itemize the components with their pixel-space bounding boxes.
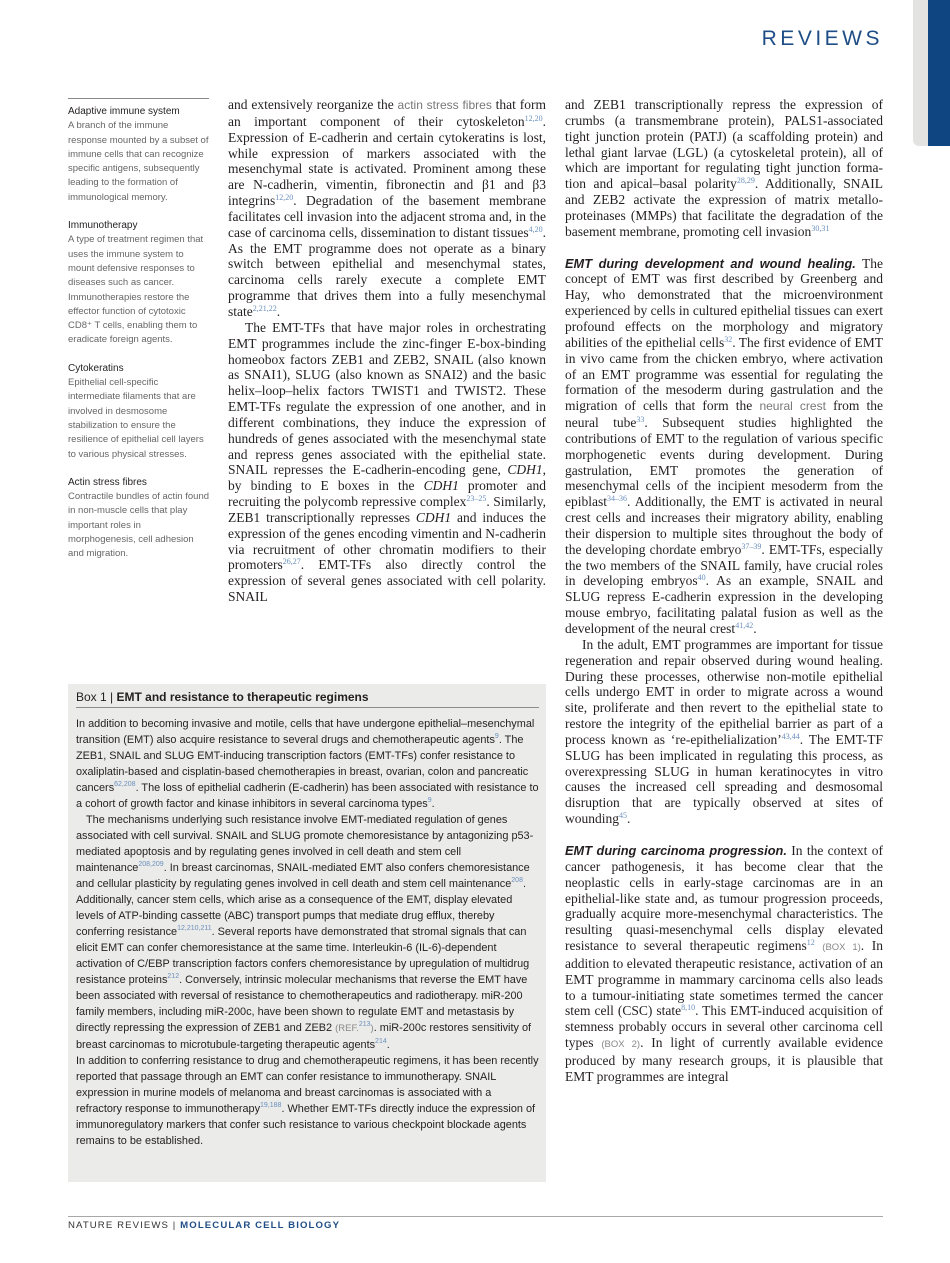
text-run: . Additionally, SNAIL and ZEB2 activate the expression of matrix metalloproteinases (MMPs) that facilitate the degradation of the basement membrane, promoting cell invasion (565, 176, 884, 239)
box-reference-link[interactable]: (REF. (335, 1023, 359, 1034)
citation-link[interactable]: 8,10 (681, 1003, 696, 1013)
glossary-term: Cytokeratins (68, 362, 124, 374)
text-run: . Subsequent studies highlighted the contributions of EMT to the regulation of various specific morphogenetic events during development. During gastrulation, EMT promotes the generation of mesenchymal cells of the incipient mesoderm from the epiblast (565, 415, 883, 510)
text-run: . Whether EMT-TFs directly induce the expression of immunoregulatory markers that confer such resistance to various checkpoint blockade agents remains to be established. (76, 1103, 536, 1147)
page-edge-tab (913, 0, 929, 146)
paragraph (565, 256, 883, 637)
citation-link[interactable]: 12,20 (275, 193, 294, 203)
glossary-definition: A branch of the immune response mounted by a subset of immune cells that can recognize specific antigens, subsequently leading to the formation of immunological memory. (68, 120, 209, 203)
footer-separator: | (169, 1220, 181, 1231)
citation-link[interactable]: 45 (619, 811, 627, 821)
text-run: . Similarly, ZEB1 transcriptionally represses (228, 494, 546, 525)
text-run: and ZEB1 transcriptionally repress the expression of crumbs (a transmembrane protein), PALS1-associated tight junction protein (PATJ) (a scaffolding protein) and lethal giant larvae (LGL) (a cytoskeletal protein), all of which are important for regulating tight junction formation and apical–basal polarity (565, 97, 883, 192)
glossary-sidebar (68, 98, 209, 576)
page-footer (68, 1216, 883, 1231)
paragraph (565, 843, 883, 1085)
text-run: The mechanisms underlying such resistance involve EMT-mediated regulation of genes associated with cell survival. SNAIL and SLUG promote chemoresistance by antagonizing p53-mediated apoptosis and by regulating genes involved in cell death and stem cell maintenance (76, 814, 534, 874)
citation-link[interactable]: 62,208 (114, 781, 136, 788)
text-run: . Degradation of the basement membrane facilitates cell invasion into the adjacent stroma and, in the case of carcinoma cells, dissemination to distant tissues (228, 193, 546, 240)
glossary-definition: A type of treatment regimen that uses the immune system to mount defensive responses to diseases such as cancer. Immunotherapies restore the effector function of cytotoxic CD8⁺ T cells, enabling them to eradicate foreign agents. (68, 234, 204, 346)
box-body (76, 716, 539, 1149)
box-heading: EMT and resistance to therapeutic regimens (116, 690, 369, 704)
glossary-term: Immunotherapy (68, 220, 138, 232)
box-reference-link[interactable]: (BOX 1) (822, 942, 861, 954)
text-run: . Additionally, cancer stem cells, which arise as a consequence of the EMT, display elevated levels of ATP-binding cassette (ABC) transport pumps that mediate drug efflux, thereby conferring resistance (76, 878, 526, 938)
section-heading: EMT during development and wound healing. (565, 255, 856, 271)
citation-link[interactable]: 213 (358, 1021, 371, 1028)
body-column-right (565, 97, 883, 1085)
citation-link[interactable]: 12,210,211 (177, 925, 212, 932)
text-run: . Several reports have demonstrated that stromal signals that can elicit EMT can confer chemoresistance at the same time. Interleukin-6 (IL-6)-dependent activation of C/EBP transcription factors confers chemoresistance by upregulation of multidrug resistance proteins (76, 926, 530, 986)
citation-link[interactable]: 4,20 (528, 224, 543, 234)
text-run: . The EMT-TF SLUG has been implicated in regulating this process, as overexpressing SLUG in human keratinocytes in vitro causes the increased cell spreading and desmosomal disruption that are typically observed at sites of wounding (565, 731, 883, 827)
citation-link[interactable]: 34–36 (607, 494, 627, 504)
glossary-term: Adaptive immune system (68, 106, 180, 117)
paragraph (565, 97, 883, 240)
citation-link[interactable]: 214 (375, 1038, 387, 1045)
text-run: . The loss of epithelial cadherin (E-cadherin) has been associated with resistance to a cohort of growth factor and kinase inhibitors in several carcinoma types (76, 782, 539, 810)
citation-link[interactable]: 12,20 (524, 113, 543, 123)
text-run: and extensively reorganize the (228, 97, 398, 112)
glossary-item (68, 476, 209, 562)
text-run: . As the EMT programme does not operate as a binary switch between epithelial and mesenchymal states, carcinoma cells rarely execute a complete EMT programme that drives them into a fully mesenchymal state (228, 224, 546, 319)
text-run: . The ZEB1, SNAIL and SLUG EMT-inducing transcription factors (EMT-TFs) confer resistance to oxaliplatin-based and cisplatin-based chemotherapies in breast, ovarian, colon and pancreatic cancers (76, 734, 529, 794)
text-run: . (753, 621, 757, 636)
paragraph (565, 637, 883, 827)
citation-link[interactable]: 28,29 (736, 176, 755, 186)
text-run: In the adult, EMT programmes are important for tissue regeneration and repair observed during wound healing. During these processes, otherwise non-motile epithelial cells undergo EMT in order to migrate across a wound site, proliferate and then revert to the epithelial state to restore the integrity of the epithelial barrier as part of a process known as ‘re-epithelialization’ (565, 636, 883, 747)
gene-name: CDH1 (415, 509, 452, 525)
box-1 (68, 684, 546, 1182)
citation-link[interactable]: 9 (494, 733, 499, 740)
text-run: . In addition to elevated therapeutic resistance, activation of an EMT programme in mammary carcinoma cells also leads to a tumour-initiating state sometimes termed the cancer stem cell (CSC) state (565, 938, 883, 1019)
text-run: from the neural tube (565, 398, 883, 431)
citation-link[interactable]: 26,27 (282, 557, 301, 567)
box-title (76, 689, 539, 708)
glossary-definition: Contractile bundles of actin found in non-muscle cells that play important roles in morphogenesis, cell adhesion and migration. (68, 491, 210, 560)
text-run: The concept of EMT was first described by Greenberg and Hay, who demonstrated that the microenvironment experienced by cells in cultured epithelial tissues can exert profound effects on the morphology and migratory abilities of the epithelial cells (565, 255, 883, 350)
text-run: . (276, 303, 281, 319)
glossary-link[interactable]: actin stress fibres (397, 98, 492, 112)
gene-name: CDH1 (507, 462, 543, 478)
text-run: . (431, 798, 435, 810)
paragraph (76, 1053, 539, 1149)
text-run: . (386, 1039, 390, 1051)
paragraph (228, 97, 546, 320)
text-run: . Additionally, the EMT is activated in neural crest cells and increases their migratory ability, enabling their dispersion to multiple sites throughout the body of the developing chordate embryo (565, 494, 883, 557)
box-reference-link[interactable]: ) (370, 1023, 374, 1034)
text-run: . This EMT-induced acquisition of stemness probably occurs in several other carcinoma cell types (565, 1003, 884, 1051)
journal-subject: MOLECULAR CELL BIOLOGY (180, 1220, 341, 1231)
text-run: . miR-200c restores sensitivity of breast carcinomas to microtubule-targeting therapeutic agents (76, 1022, 532, 1051)
body-column-middle (228, 97, 546, 605)
citation-link[interactable]: 43,44 (781, 731, 800, 741)
glossary-item (68, 362, 209, 462)
citation-link[interactable]: 33 (636, 415, 645, 425)
glossary-link[interactable]: neural crest (759, 399, 826, 414)
citation-link[interactable]: 212 (167, 973, 180, 980)
gene-name: CDH1 (423, 478, 459, 494)
text-run: , by binding to E boxes in the (228, 462, 546, 494)
paragraph (76, 716, 539, 812)
glossary-definition: Epithelial cell-specific intermediate filaments that are involved in desmosome stabilization to ensure the resilience of epithelial cell layers to various physical stresses. (68, 377, 204, 460)
text-run: The EMT-TFs that have major roles in orchestrating EMT programmes include the zinc-finger E-box-binding homeobox factors ZEB1 and ZEB2, SNAIL (also known as SNAI1), SLUG (also known as SNAI2) and the basic helix–loop–helix factors TWIST1 and TWIST2. These EMT-TFs regulate the expression of one another, and in different combinations, they induce the expression of hundreds of genes associated with the mesenchymal state and repress genes associated with the epithelial state. SNAIL represses the E-cadherin-encoding gene, (228, 319, 546, 478)
citation-link[interactable]: 30,31 (811, 223, 830, 233)
paragraph (76, 812, 539, 1053)
text-run: and induces the expression of the genes encoding vimentin and N-cadherin via recruitment of other chromatin modifiers to their promoters (228, 509, 546, 573)
text-run: In the context of cancer pathogenesis, it has become clear that the neoplastic cells in early-stage carcinomas are in an epithelial-like state and, as tumour progression proceeds, gradually acquire more-mesenchymal characteristics. The resulting quasi-mesenchymal cells display elevated resistance to several therapeutic regimens (565, 842, 883, 954)
citation-link[interactable]: 19,188 (260, 1102, 282, 1109)
text-run: . As an example, SNAIL and SLUG repress E-cadherin expression in the developing mouse embryo, facilitating palatal fusion as well as the development of the neural crest (565, 573, 883, 636)
citation-link[interactable]: 12 (806, 938, 815, 948)
citation-link[interactable]: 23–25 (466, 494, 487, 504)
citation-link[interactable]: 37–39 (741, 541, 762, 551)
text-run: . Conversely, intrinsic molecular mechanisms that reverse the EMT have been associated with reversal of resistance to chemotherapeutics and radiotherapy. miR-200 family members, including miR-200c, have been shown to regulate EMT and metastasis by directly repressing the expression of ZEB1 and ZEB2 (76, 974, 528, 1034)
journal-name: NATURE REVIEWS (68, 1220, 170, 1231)
text-run: . (627, 811, 631, 827)
citation-link[interactable]: 40 (697, 573, 706, 583)
text-run: In addition to becoming invasive and motile, cells that have undergone epithelial–mesenchymal transition (EMT) also acquire resistance to several drugs and chemotherapeutic agents (76, 718, 535, 746)
text-run: . The first evidence of EMT in vivo came from the chicken embryo, where activation of an EMT programme was essential for regulating the formation of the mesoderm during gastrulation and the migration of cells that form the (565, 334, 883, 414)
text-run: . EMT-TFs, especially the two members of the SNAIL family, have crucial roles in developing embryos (565, 541, 883, 589)
glossary-term: Actin stress fibres (68, 476, 147, 488)
box-reference-link[interactable]: (BOX 2) (601, 1039, 641, 1051)
glossary-item (68, 219, 209, 348)
citation-link[interactable]: 208,209 (138, 861, 164, 868)
citation-link[interactable]: 32 (724, 334, 733, 344)
text-run: . Expression of E-cadherin and certain cytokeratins is lost, while expression of markers associated with the mesenchymal state is activated. Prominent among these are N-cadherin, vimentin, fibronectin and β1 and β3 integrins (228, 113, 546, 209)
citation-link[interactable]: 9 (427, 797, 432, 804)
text-run: . In breast carcinomas, SNAIL-mediated EMT also confers chemoresistance and cellular plasticity by regulating genes involved in cell death and stem cell maintenance (76, 862, 530, 890)
text-run: that form an important component of their cytoskeleton (228, 97, 546, 129)
glossary-item (68, 105, 209, 205)
section-color-tab (928, 0, 950, 146)
citation-link[interactable]: 2,21,22 (252, 303, 277, 313)
text-run: . In light of currently available evidence produced by many research groups, it is plausible that EMT programmes are integral (565, 1035, 883, 1084)
box-label: Box 1 | (76, 690, 117, 704)
text-run: promoter and recruiting the polycomb repressive complex (228, 478, 546, 510)
citation-link[interactable]: 41,42 (735, 621, 754, 630)
text-run: . EMT-TFs also directly control the expression of several genes associated with cell polarity. SNAIL (228, 557, 546, 605)
citation-link[interactable]: 208 (511, 877, 523, 884)
section-heading: EMT during carcinoma progression. (565, 842, 787, 858)
text-run: In addition to conferring resistance to drug and chemotherapeutic regimens, it has been recently reported that passage through an EMT can confer resistance to immunotherapy. SNAIL expression in murine models of melanoma and breast carcinomas is associated with a refractory response to immunotherapy (76, 1055, 539, 1115)
section-header: REVIEWS (761, 27, 883, 50)
paragraph (228, 320, 546, 605)
